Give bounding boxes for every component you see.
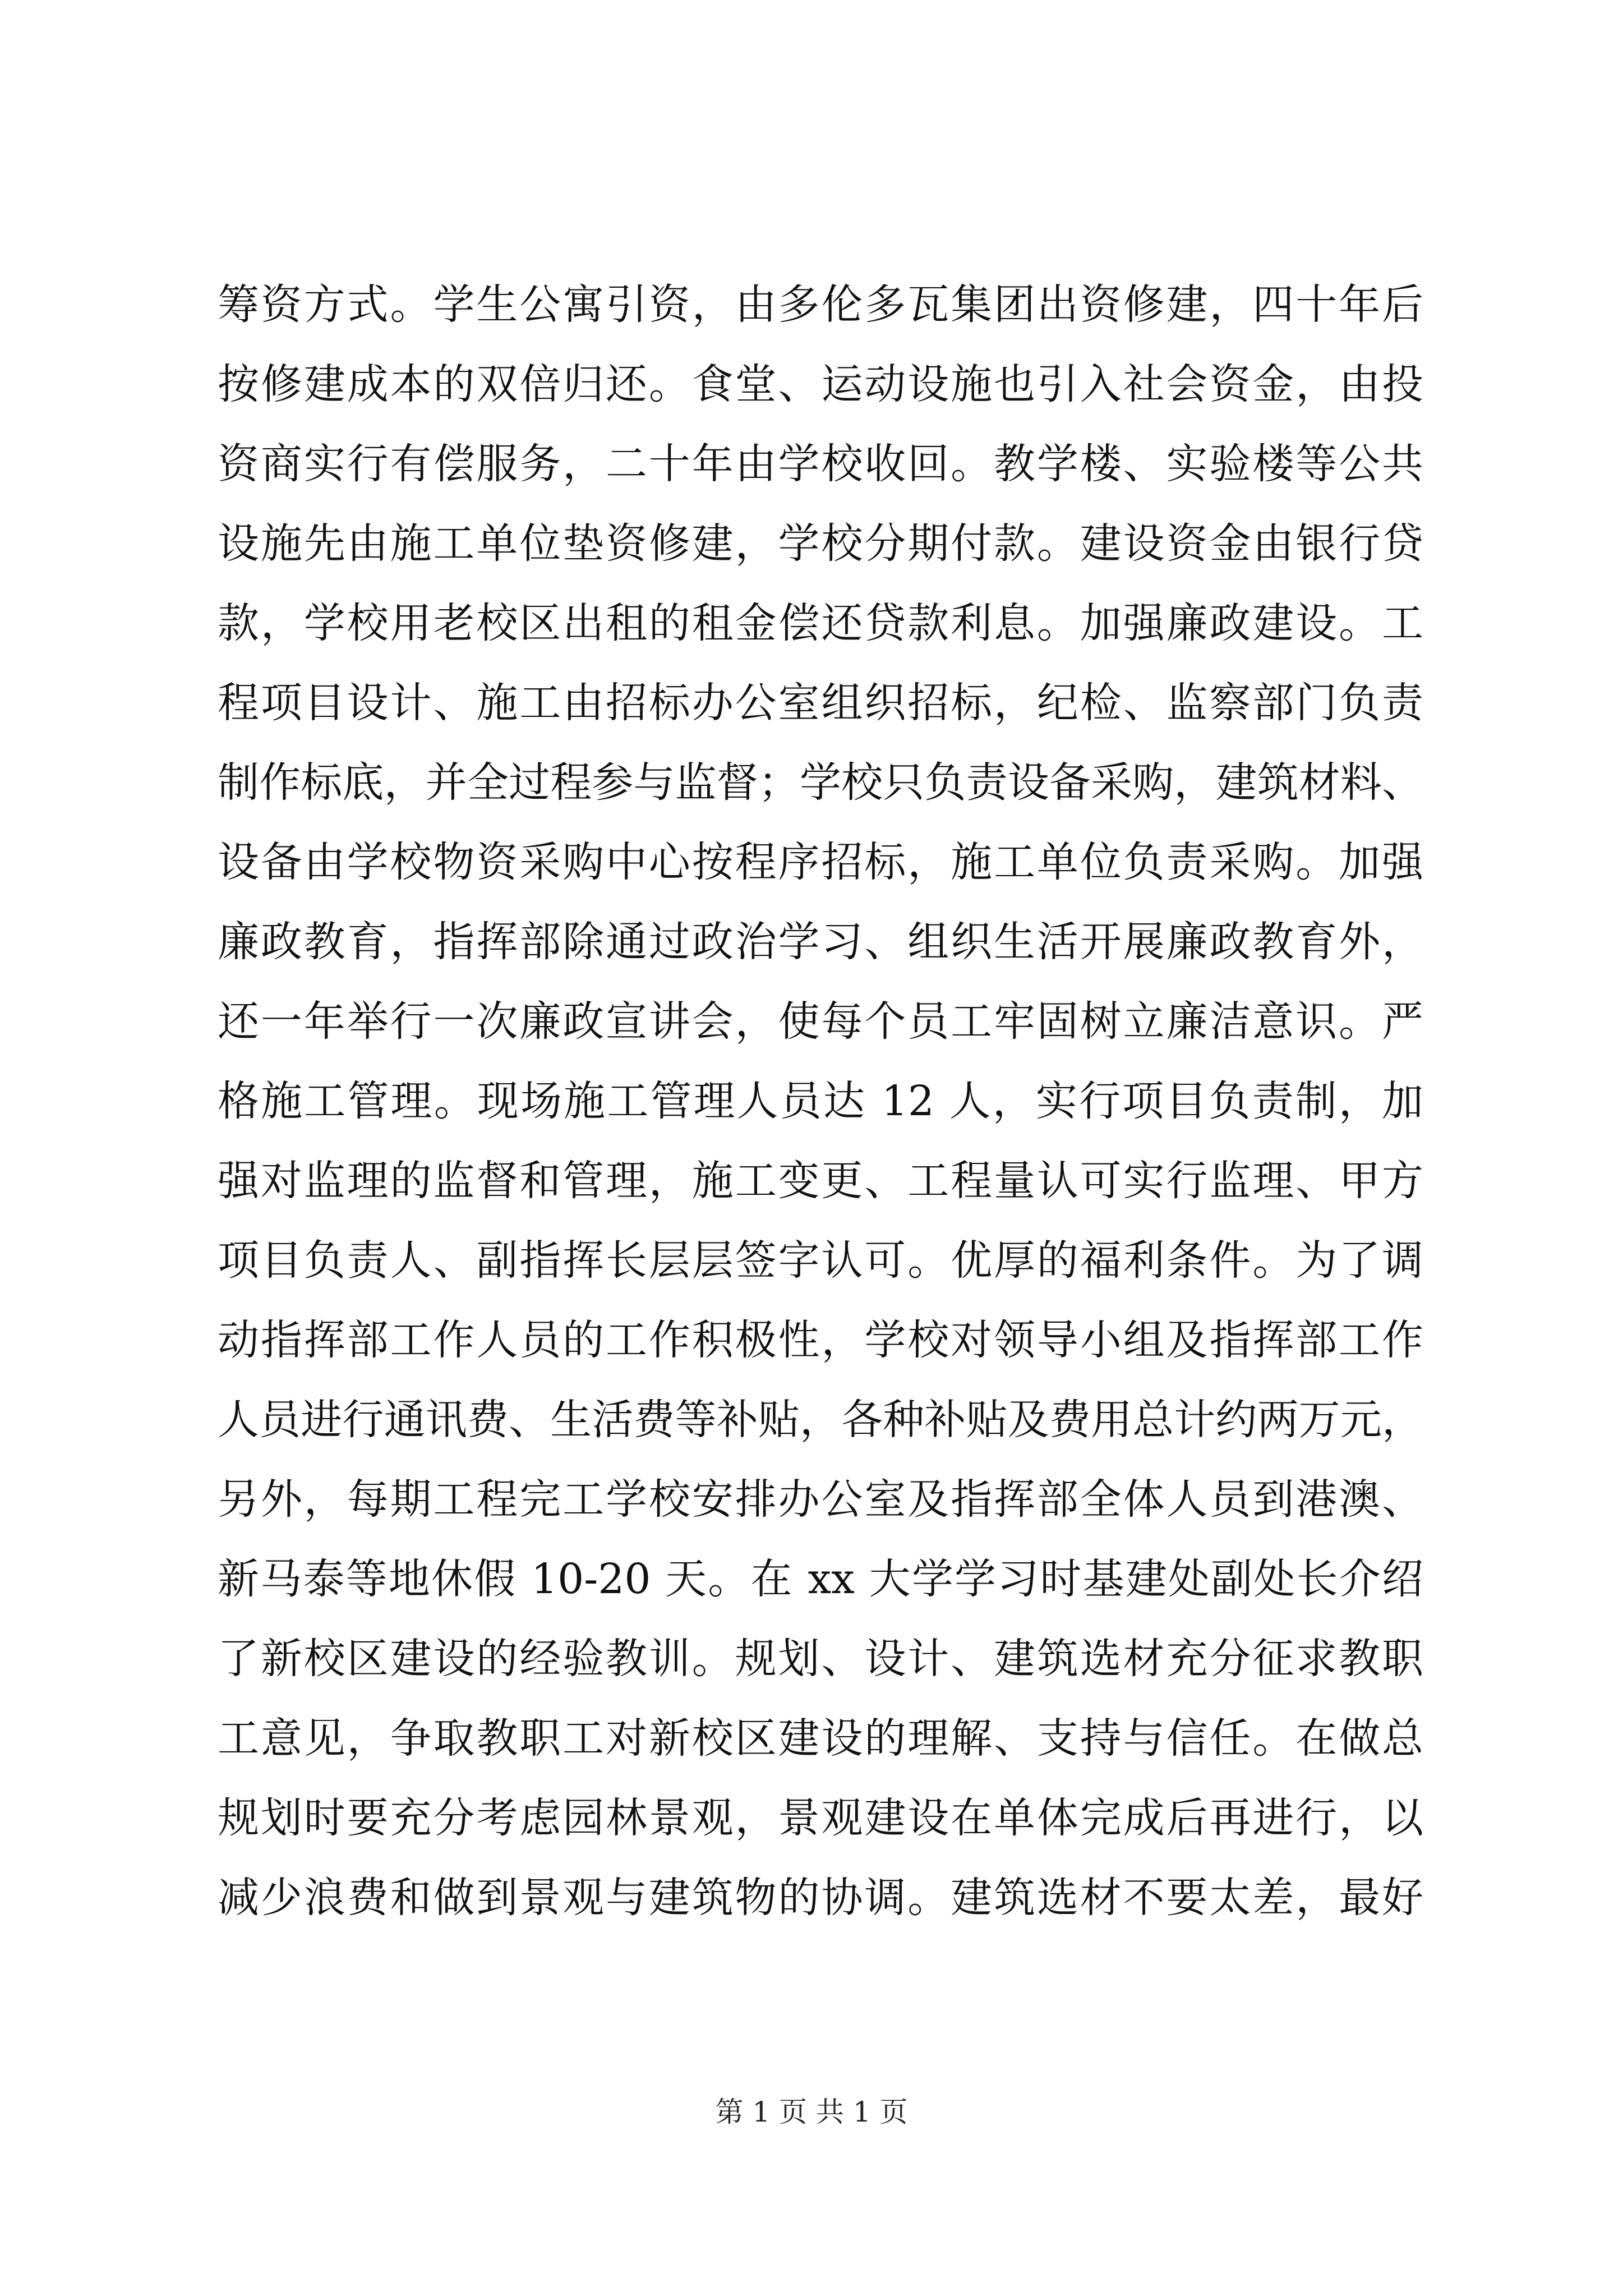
text-line-15: 人员进行通讯费、生活费等补贴，各种补贴及费用总计约两万元， [218,1396,1423,1444]
text-line-3: 资商实行有偿服务，二十年由学校收回。教学楼、实验楼等公共 [218,440,1423,488]
text-line-11: 格施工管理。现场施工管理人员达 12 人，实行项目负责制，加 [218,1077,1423,1125]
text-line-5: 款，学校用老校区出租的租金偿还贷款利息。加强廉政建设。工 [218,599,1423,647]
text-line-21: 减少浪费和做到景观与建筑物的协调。建筑选材不要太差，最好 [218,1874,1423,1922]
text-line-17: 新马泰等地休假 10-20 天。在 xx 大学学习时基建处副处长介绍 [218,1555,1423,1603]
text-line-10: 还一年举行一次廉政宣讲会，使每个员工牢固树立廉洁意识。严 [218,997,1423,1046]
text-line-18: 了新校区建设的经验教训。规划、设计、建筑选材充分征求教职 [218,1635,1423,1683]
text-line-14: 动指挥部工作人员的工作积极性，学校对领导小组及指挥部工作 [218,1316,1423,1364]
text-line-7: 制作标底，并全过程参与监督；学校只负责设备采购，建筑材料、 [218,758,1423,807]
text-line-8: 设备由学校物资采购中心按程序招标，施工单位负责采购。加强 [218,838,1423,886]
text-line-19: 工意见，争取教职工对新校区建设的理解、支持与信任。在做总 [218,1714,1423,1763]
text-line-12: 强对监理的监督和管理，施工变更、工程量认可实行监理、甲方 [218,1157,1423,1205]
page-footer: 第 1 页 共 1 页 [715,2096,908,2128]
text-line-2: 按修建成本的双倍归还。食堂、运动设施也引入社会资金，由投 [218,360,1423,408]
text-line-20: 规划时要充分考虑园林景观，景观建设在单体完成后再进行，以 [218,1794,1423,1842]
text-line-9: 廉政教育，指挥部除通过政治学习、组织生活开展廉政教育外， [218,918,1423,966]
text-line-1: 筹资方式。学生公寓引资，由多伦多瓦集团出资修建，四十年后 [218,280,1423,329]
body-text [218,265,1423,1938]
text-line-16: 另外，每期工程完工学校安排办公室及指挥部全体人员到港澳、 [218,1475,1423,1524]
text-line-6: 程项目设计、施工由招标办公室组织招标，纪检、监察部门负责 [218,679,1423,727]
text-line-4: 设施先由施工单位垫资修建，学校分期付款。建设资金由银行贷 [218,519,1423,568]
text-line-13: 项目负责人、副指挥长层层签字认可。优厚的福利条件。为了调 [218,1236,1423,1285]
